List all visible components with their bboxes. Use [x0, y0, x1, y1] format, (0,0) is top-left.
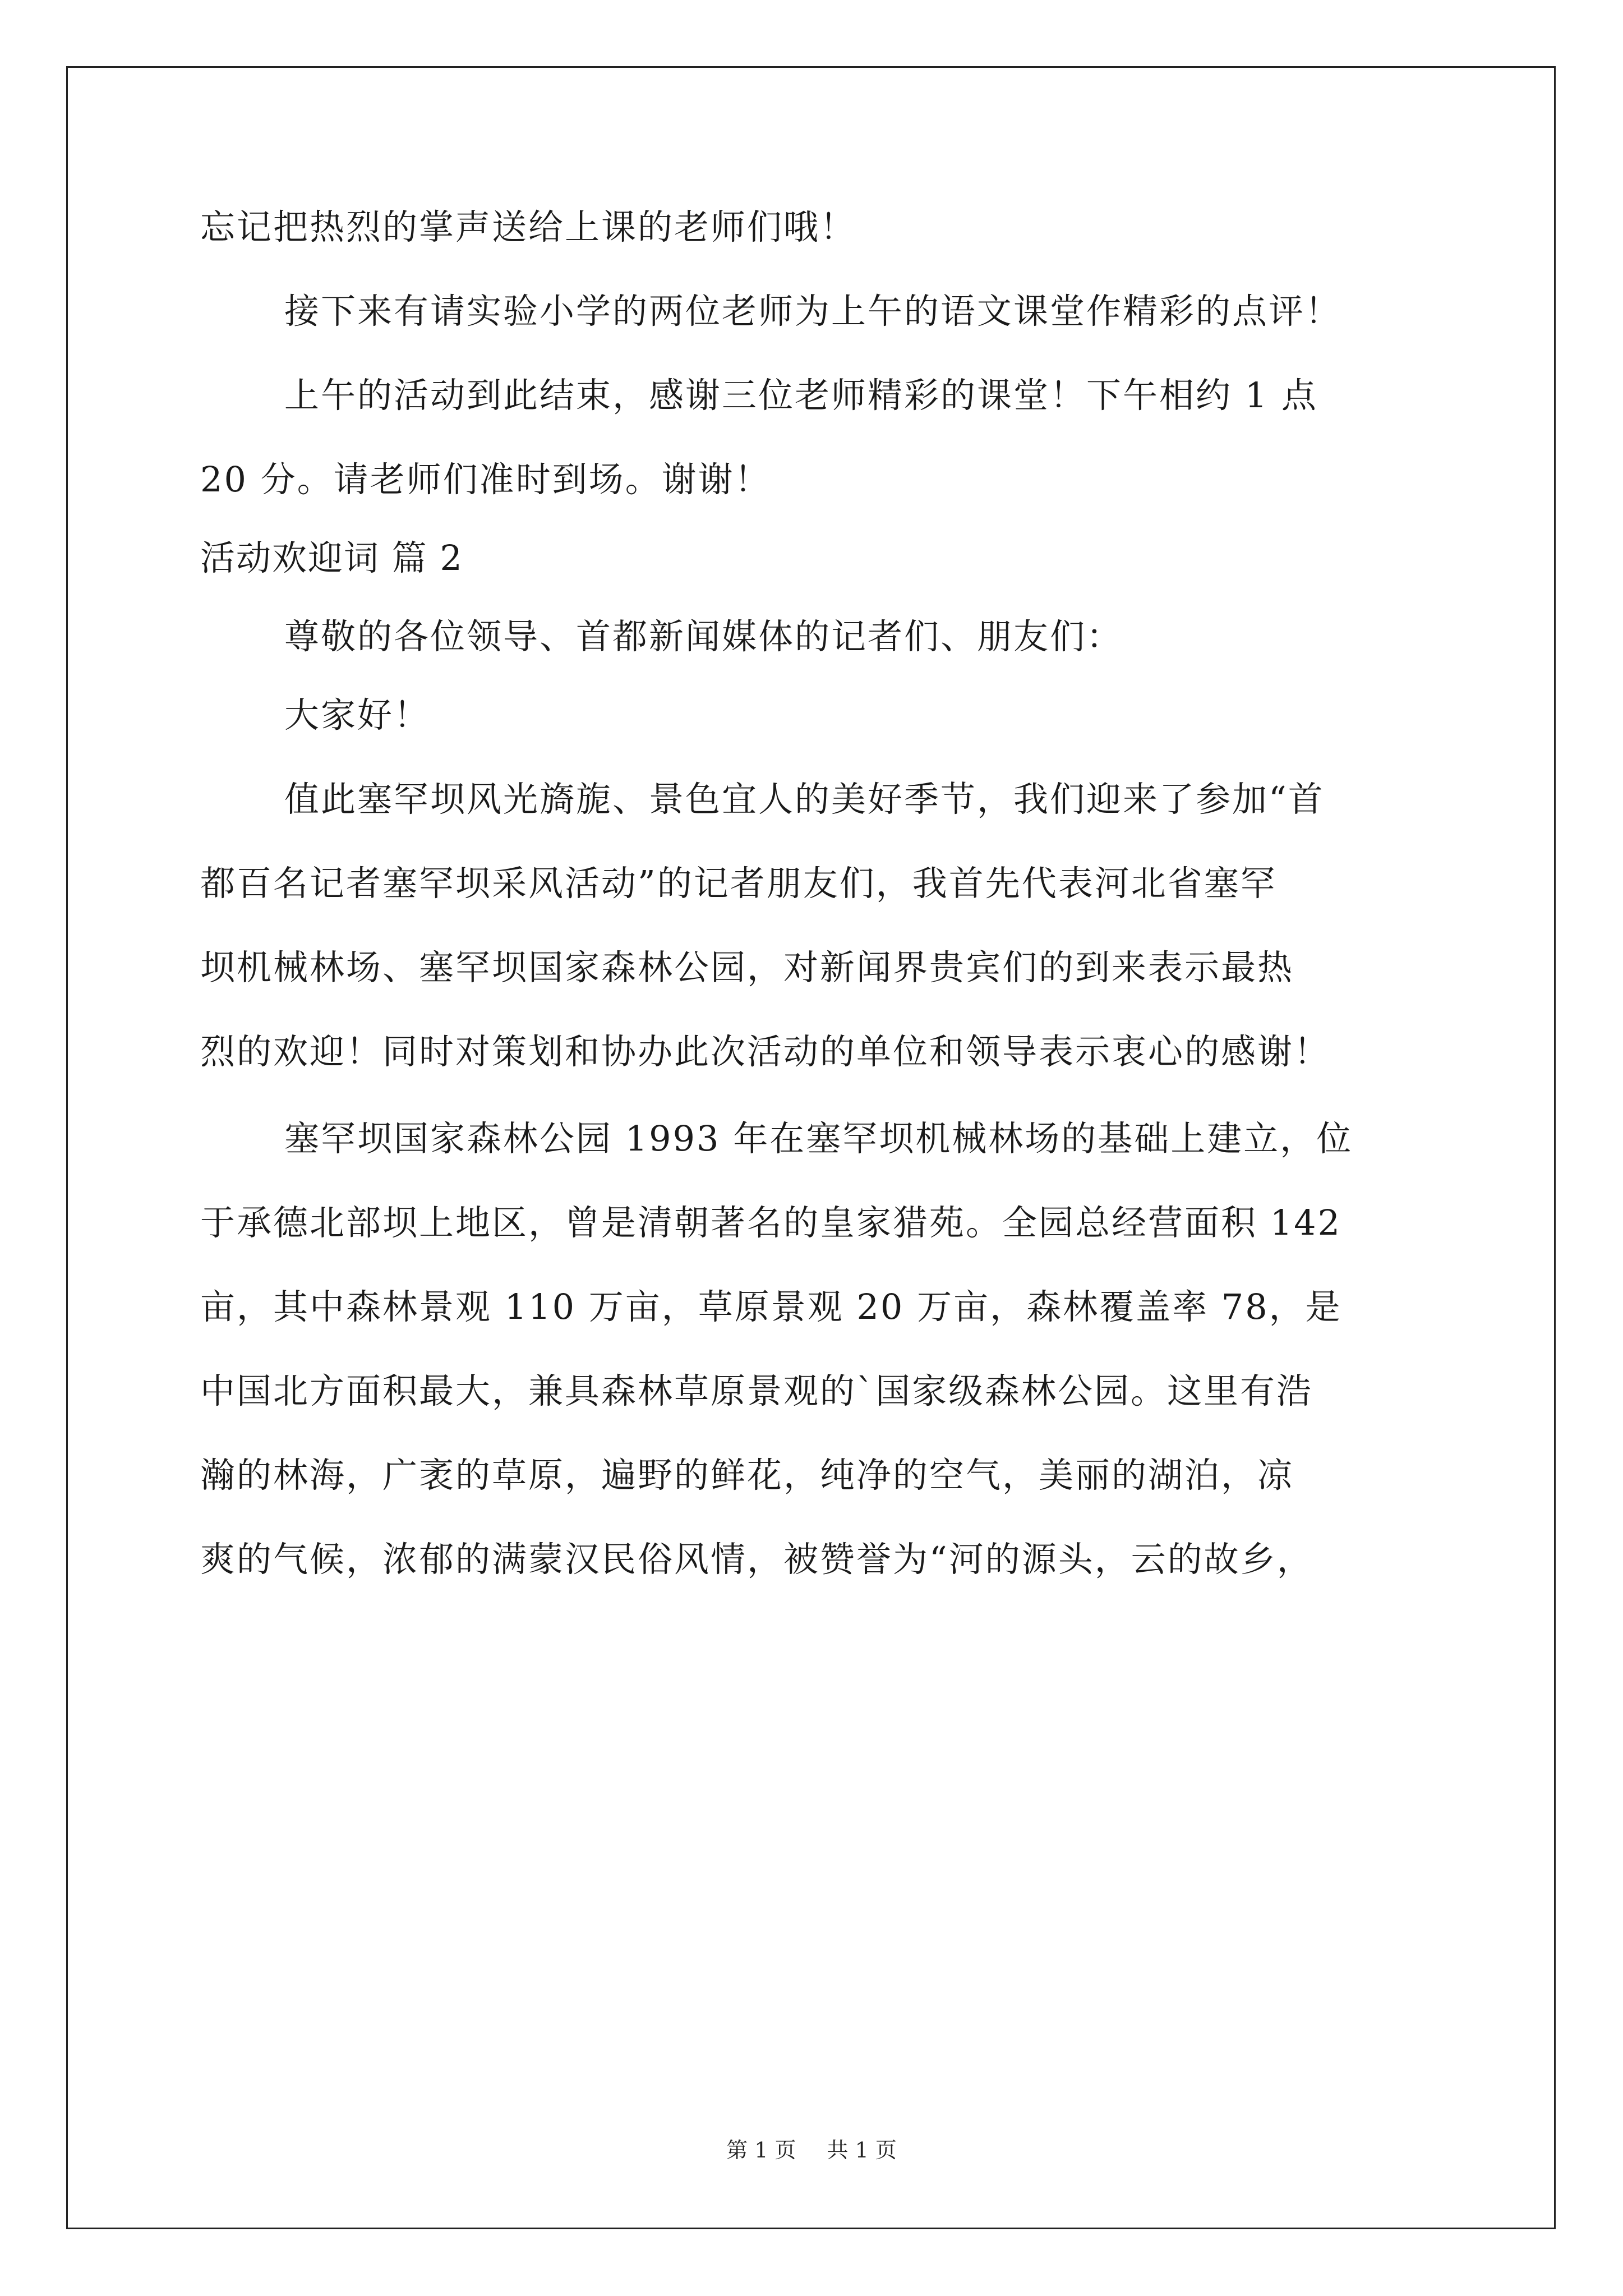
page-number: 第 1 页: [726, 2138, 796, 2162]
paragraph-line: 于承德北部坝上地区，曾是清朝著名的皇家猎苑。全园总经营面积 142: [200, 1202, 1342, 1243]
paragraph-line: 值此塞罕坝风光旖旎、景色宜人的美好季节，我们迎来了参加“首: [284, 779, 1325, 820]
paragraph-line: 上午的活动到此结束，感谢三位老师精彩的课堂！下午相约 1 点: [284, 375, 1318, 416]
paragraph-line: 20 分。请老师们准时到场。谢谢！: [200, 459, 771, 500]
paragraph-line: 塞罕坝国家森林公园 1993 年在塞罕坝机械林场的基础上建立，位: [284, 1118, 1353, 1159]
paragraph-line: 坝机械林场、塞罕坝国家森林公园，对新闻界贵宾们的到来表示最热: [200, 947, 1294, 988]
paragraph-line: 爽的气候，浓郁的满蒙汉民俗风情，被赞誉为“河的源头，云的故乡，: [200, 1539, 1313, 1580]
paragraph-line: 大家好！: [284, 694, 431, 735]
paragraph-line: 忘记把热烈的掌声送给上课的老师们哦！: [200, 206, 857, 247]
page-footer: [0, 2136, 1623, 2164]
paragraph-line: 尊敬的各位领导、首都新闻媒体的记者们、朋友们：: [284, 616, 1123, 657]
paragraph-line: 都百名记者塞罕坝采风活动”的记者朋友们，我首先代表河北省塞罕: [200, 863, 1277, 904]
paragraph-line: 烈的欢迎！同时对策划和协办此次活动的单位和领导表示衷心的感谢！: [200, 1031, 1331, 1072]
paragraph-line: 中国北方面积最大，兼具森林草原景观的`国家级森林公园。这里有浩: [200, 1370, 1313, 1411]
paragraph-line: 接下来有请实验小学的两位老师为上午的语文课堂作精彩的点评！: [284, 291, 1342, 332]
paragraph-line: 瀚的林海，广袤的草原，遍野的鲜花，纯净的空气，美丽的湖泊，凉: [200, 1455, 1294, 1496]
total-pages: 共 1 页: [827, 2138, 897, 2162]
section-heading: 活动欢迎词 篇 2: [200, 537, 463, 578]
paragraph-line: 亩，其中森林景观 110 万亩，草原景观 20 万亩，森林覆盖率 78，是: [200, 1286, 1342, 1327]
